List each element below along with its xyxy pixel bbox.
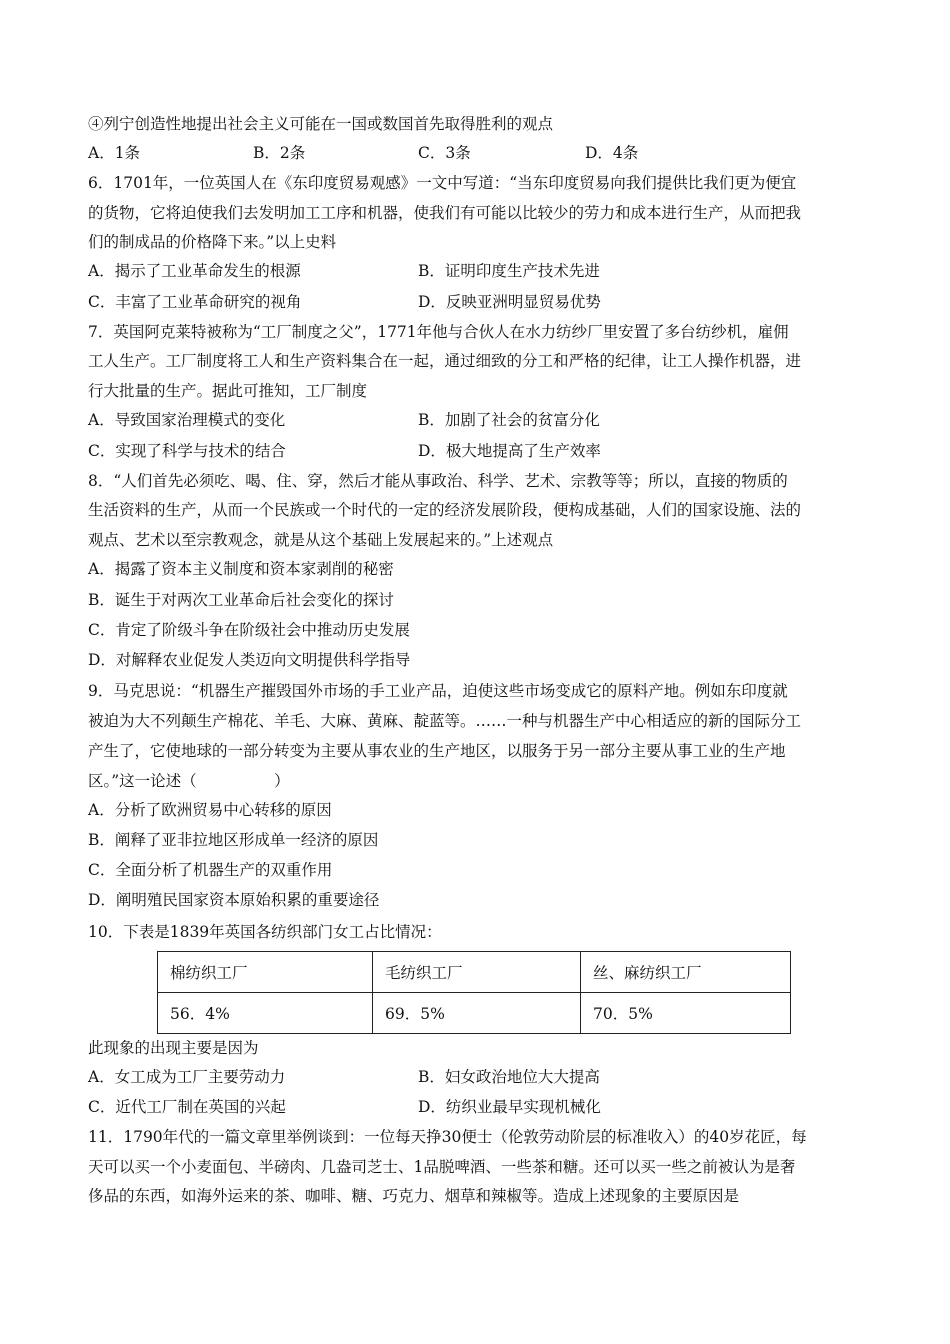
q6-options-row-1 [88,260,848,282]
table-row [158,952,791,993]
q8-option-c: C．肯定了阶级斗争在阶级社会中推动历史发展 [88,621,410,639]
q6-stem-line-1: 6．1701年，一位英国人在《东印度贸易观感》一文中写道：“当东印度贸易向我们提供比我们更为便宜 [88,174,797,192]
q9-option-c: C．全面分析了机器生产的双重作用 [88,861,333,879]
q7-stem-line-3: 行大批量的生产。据此可推知，工厂制度 [88,382,368,400]
q10-option-c: C．近代工厂制在英国的兴起 [88,1098,286,1116]
q11-stem-line-1: 11．1790年代的一篇文章里举例谈到：一位每天挣30便士（伦敦劳动阶层的标准收入）的40岁花匠，每 [88,1128,807,1146]
q5-item-4: ④列宁创造性地提出社会主义可能在一国或数国首先取得胜利的观点 [88,115,554,133]
q7-option-d: D．极大地提高了生产效率 [418,442,601,460]
q10-table [157,951,791,1034]
q7-stem-line-1: 7．英国阿克莱特被称为“工厂制度之父”，1771年他与合伙人在水力纺纱厂里安置了多台纺纱机，雇佣 [88,323,789,341]
q6-options-row-2 [88,291,848,313]
q9-stem-line-4: 区。”这一论述（ ） [88,772,290,790]
q6-stem-line-2: 的货物，它将迫使我们去发明加工工序和机器，使我们有可能以比较少的劳力和成本进行生产，从而把我 [88,204,802,222]
table-cell: 69．5% [373,993,581,1034]
q10-options-row-1 [88,1066,848,1088]
table-header-cell: 丝、麻纺织工厂 [581,952,791,993]
q9-stem-line-3: 产生了，它使地球的一部分转变为主要从事农业的生产地区，以服务于另一部分主要从事工业的生产地 [88,742,786,760]
q9-option-d: D．阐明殖民国家资本原始积累的重要途径 [88,891,380,909]
table-header-cell: 毛纺织工厂 [373,952,581,993]
q10-option-b: B．妇女政治地位大大提高 [418,1068,600,1086]
q5-option-a: A．1条 [88,144,141,162]
q7-stem-line-2: 工人生产。工厂制度将工人和生产资料集合在一起，通过细致的分工和严格的纪律，让工人操作机器，进 [88,352,802,370]
table-header-cell: 棉纺织工厂 [158,952,373,993]
q6-stem-line-3: 们的制成品的价格降下来。”以上史料 [88,233,337,251]
q8-option-a: A．揭露了资本主义制度和资本家剥削的秘密 [88,560,394,578]
q10-option-d: D．纺织业最早实现机械化 [418,1098,601,1116]
q6-option-c: C．丰富了工业革命研究的视角 [88,293,302,311]
q5-option-b: B．2条 [253,144,306,162]
q9-stem-line-1: 9．马克思说：“机器生产摧毁国外市场的手工业产品，迫使这些市场变成它的原料产地。例如东印度就 [88,682,788,700]
q10-option-a: A．女工成为工厂主要劳动力 [88,1068,286,1086]
q11-stem-line-2: 天可以买一个小麦面包、半磅肉、几盎司芝士、1品脱啤酒、一些茶和糖。还可以买一些之前被认为是奢 [88,1158,796,1176]
q6-option-a: A．揭示了工业革命发生的根源 [88,262,301,280]
q5-options [88,142,848,164]
q7-options-row-2 [88,440,848,462]
q6-option-b: B．证明印度生产技术先进 [418,262,600,280]
q9-stem-line-2: 被迫为大不列颠生产棉花、羊毛、大麻、黄麻、靛蓝等。……一种与机器生产中心相适应的新的国际分工 [88,712,802,730]
q6-option-d: D．反映亚洲明显贸易优势 [418,293,601,311]
q8-stem-line-1: 8．“人们首先必须吃、喝、住、穿，然后才能从事政治、科学、艺术、宗教等等；所以，直接的物质的 [88,472,788,490]
q5-option-c: C．3条 [418,144,471,162]
q8-stem-line-2: 生活资料的生产，从而一个民族或一个时代的一定的经济发展阶段，便构成基础，人们的国家设施、法的 [88,501,802,519]
q8-option-d: D．对解释农业促发人类迈向文明提供科学指导 [88,651,411,669]
q5-option-d: D．4条 [585,144,639,162]
q7-option-a: A．导致国家治理模式的变化 [88,411,286,429]
q7-option-b: B．加剧了社会的贫富分化 [418,411,600,429]
q7-options-row-1 [88,409,848,431]
table-cell: 56．4% [158,993,373,1034]
q9-option-b: B．阐释了亚非拉地区形成单一经济的原因 [88,831,379,849]
q11-stem-line-3: 侈品的东西，如海外运来的茶、咖啡、糖、巧克力、烟草和辣椒等。造成上述现象的主要原因是 [88,1187,740,1205]
q8-option-b: B．诞生于对两次工业革命后社会变化的探讨 [88,591,394,609]
q8-stem-line-3: 观点、艺术以至宗教观念，就是从这个基础上发展起来的。”上述观点 [88,531,554,549]
table-row [158,993,791,1034]
table-cell: 70．5% [581,993,791,1034]
q7-option-c: C．实现了科学与技术的结合 [88,442,286,460]
q10-stem: 10．下表是1839年英国各纺织部门女工占比情况： [88,923,442,941]
q9-option-a: A．分析了欧洲贸易中心转移的原因 [88,801,332,819]
q10-after-text: 此现象的出现主要是因为 [88,1039,259,1057]
q10-options-row-2 [88,1096,848,1118]
